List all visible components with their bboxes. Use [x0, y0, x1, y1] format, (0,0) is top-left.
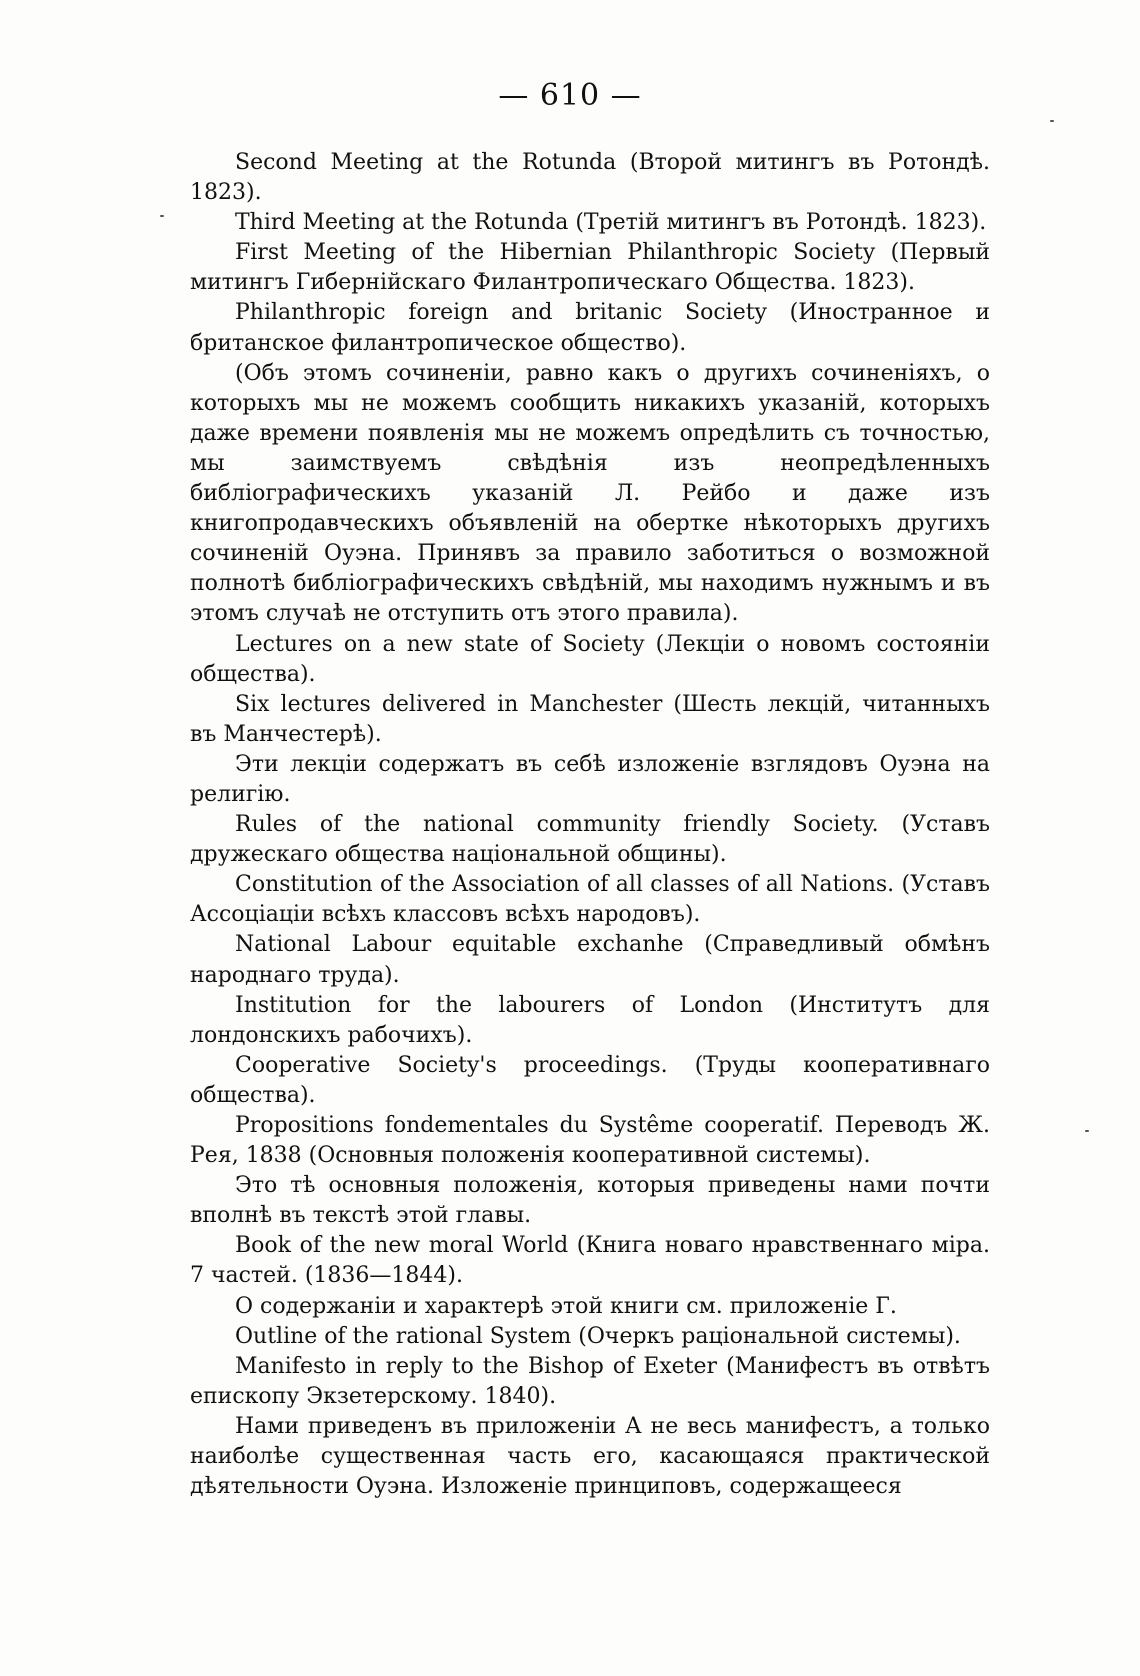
paragraph: Philanthropic foreign and britanic Society (Иностранное и британское филантропическое общество). [190, 300, 990, 356]
paragraph: Book of the new moral World (Книга новаго нравственнаго міра. 7 частей. (1836—1844). [190, 1233, 990, 1289]
paragraph: (Объ этомъ сочиненіи, равно какъ о другихъ сочиненіяхъ, о которыхъ мы не можемъ сообщить никакихъ указаній, которыхъ даже времени появленія мы не можемъ опредѣлить съ точностью, мы заимствуемъ свѣдѣнія изъ неопредѣленныхъ библіографическихъ указаній Л. Рейбо и даже изъ книгопродавческихъ объявленій на обертке нѣкоторыхъ другихъ сочиненій Оуэна. Принявъ за правило заботиться о возможной полнотѣ библіографическихъ свѣдѣній, мы находимъ нужнымъ и въ этомъ случаѣ не отступить отъ этого правила). [190, 360, 990, 627]
scan-speck [1085, 1130, 1089, 1132]
paragraph: Second Meeting at the Rotunda (Второй митингъ въ Ротондѣ. 1823). [190, 150, 990, 206]
paragraph: Это тѣ основныя положенія, которыя приведены нами почти вполнѣ въ текстѣ этой главы. [190, 1173, 990, 1229]
scan-speck [1050, 120, 1054, 122]
paragraph: Cooperative Society's proceedings. (Труды кооперативнаго общества). [190, 1052, 990, 1108]
paragraph: Rules of the national community friendly Society. (Уставъ дружескаго общества національной общины). [190, 812, 990, 868]
main-text [190, 148, 990, 1502]
paragraph: First Meeting of the Hibernian Philanthropic Society (Первый митингъ Гибернійскаго Филантропическаго Общества. 1823). [190, 240, 990, 296]
paragraph: Propositions fondementales du Systême cooperatif. Переводъ Ж. Рея, 1838 (Основныя положенія кооперативной системы). [190, 1113, 990, 1169]
paragraph: О содержаніи и характерѣ этой книги см. приложеніе Г. [235, 1293, 897, 1319]
paragraph: Third Meeting at the Rotunda (Третій митингъ въ Ротондѣ. 1823). [235, 210, 987, 236]
paragraph: National Labour equitable exchanhe (Справедливый обмѣнъ народнаго труда). [190, 932, 990, 988]
paragraph: Manifesto in reply to the Bishop of Exeter (Манифестъ въ отвѣтъ епископу Экзетерскому. 1840). [190, 1353, 990, 1409]
paragraph: Эти лекціи содержатъ въ себѣ изложеніе взглядовъ Оуэна на религію. [190, 751, 990, 807]
paragraph: Six lectures delivered in Manchester (Шесть лекцій, читанныхъ въ Манчестерѣ). [190, 691, 990, 747]
scan-speck [160, 215, 164, 217]
paragraph: Lectures on a new state of Society (Лекціи о новомъ состояніи общества). [190, 631, 990, 687]
paragraph: Institution for the labourers of London (Институтъ для лондонскихъ рабочихъ). [190, 992, 990, 1048]
paragraph: Нами приведенъ въ приложеніи А не весь манифестъ, а только наиболѣе существенная часть его, касающаяся практической дѣятельности Оуэна. Изложеніе принциповъ, содержащееся [190, 1413, 990, 1500]
page-number: — 610 — [498, 78, 642, 113]
paragraph: Outline of the rational System (Очеркъ раціональной системы). [235, 1323, 961, 1349]
paragraph: Constitution of the Association of all classes of all Nations. (Уставъ Ассоціаціи всѣхъ классовъ всѣхъ народовъ). [190, 872, 990, 928]
